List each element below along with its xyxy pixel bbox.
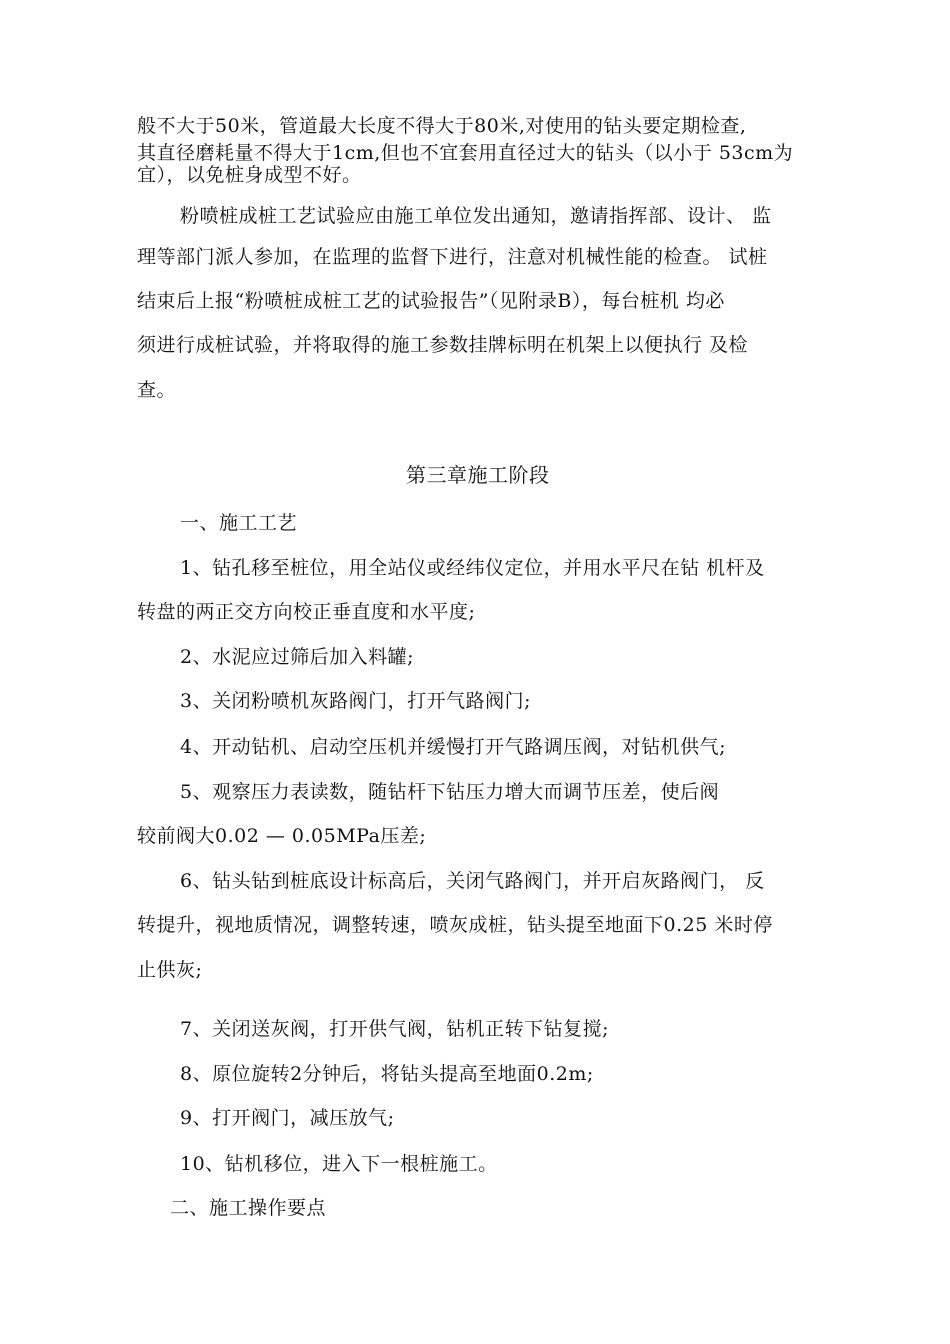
step-line: 止供灰; [137,959,203,981]
step-line: 10、钻机移位，进入下一根桩施工。 [180,1153,498,1175]
step-line: 1、钻孔移至桩位，用全站仪或经纬仪定位，并用水平尺在钻 机杆及 [180,557,765,579]
paragraph-line: 查。 [137,379,177,401]
section-heading: 一、施工工艺 [180,512,298,534]
step-line: 9、打开阀门，减压放气; [180,1107,395,1129]
paragraph-line: 理等部门派人参加，在监理的监督下进行，注意对机械性能的检查。 试桩 [137,246,768,268]
paragraph-line: 般不大于50米，管道最大长度不得大于80米,对使用的钻头要定期检查, [137,115,747,137]
paragraph-line: 须进行成桩试验，并将取得的施工参数挂牌标明在机架上以便执行 及检 [137,334,749,356]
paragraph-line: 其直径磨耗量不得大于1cm,但也不宜套用直径过大的钻头（以小于 53cm为 [137,142,794,164]
step-line: 4、开动钻机、启动空压机并缓慢打开气路调压阀，对钻机供气; [180,736,726,758]
section-heading: 二、施工操作要点 [170,1197,327,1219]
step-line: 3、关闭粉喷机灰路阀门，打开气路阀门; [180,690,531,712]
step-line: 6、钻头钻到桩底设计标高后，关闭气路阀门，并开启灰路阀门， 反 [180,870,765,892]
step-line: 7、关闭送灰阀，打开供气阀，钻机正转下钻复搅; [180,1018,609,1040]
step-line: 8、原位旋转2分钟后，将钻头提高至地面0.2m; [180,1063,594,1085]
step-line: 较前阀大0.02 — 0.05MPa压差; [137,825,427,847]
paragraph-line: 结束后上报“粉喷桩成桩工艺的试验报告”（见附录B），每台桩机 均必 [137,290,725,312]
paragraph-line: 宜），以免桩身成型不好。 [137,164,362,186]
step-line: 5、观察压力表读数，随钻杆下钻压力增大而调节压差，使后阀 [180,781,720,803]
step-line: 2、水泥应过筛后加入料罐; [180,646,414,668]
step-line: 转盘的两正交方向校正垂直度和水平度; [137,601,476,623]
paragraph-line: 粉喷桩成桩工艺试验应由施工单位发出通知，邀请指挥部、设计、 监 [180,205,772,227]
step-line: 转提升，视地质情况，调整转速，喷灰成桩，钻头提至地面下0.25 米时停 [137,914,773,936]
chapter-title: 第三章施工阶段 [406,463,550,487]
